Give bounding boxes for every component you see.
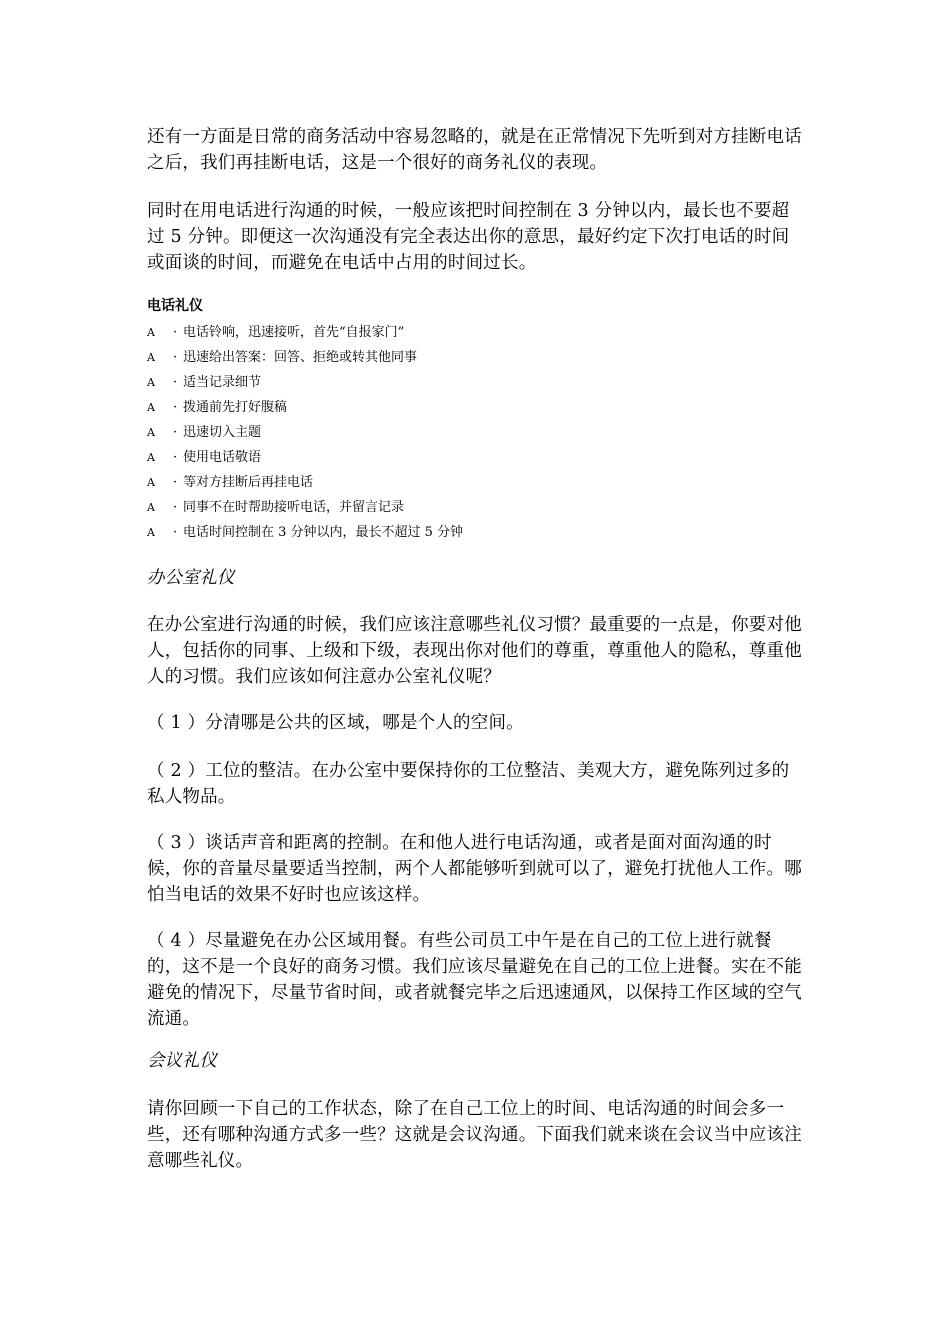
bullet-marker: A — [147, 351, 155, 364]
bullet-dot: · — [173, 425, 178, 440]
list-item-text: 适当记录细节 — [183, 375, 262, 390]
office-point-1: （ 1 ）分清哪是公共的区域，哪是个人的空间。 — [147, 713, 524, 733]
office-intro-paragraph: 在办公室进行沟通的时候，我们应该注意哪些礼仪习惯？最重要的一点是，你要对他人，包括你的同事、上级和下级，表现出你对他们的尊重，尊重他人的隐私，尊重他人的习惯。我们应该如何注意办公室礼仪呢？ — [147, 615, 802, 687]
list-item — [147, 345, 463, 370]
list-item-text: 同事不在时帮助接听电话，并留言记录 — [183, 500, 405, 515]
list-item-text: 迅速给出答案：回答、拒绝或转其他同事 — [183, 350, 418, 365]
bullet-marker: A — [147, 501, 155, 514]
list-item-text: 电话铃响，迅速接听，首先“自报家门” — [183, 325, 405, 340]
list-item — [147, 395, 463, 420]
bullet-dot: · — [173, 325, 178, 340]
list-item — [147, 420, 463, 445]
bullet-dot: · — [173, 475, 178, 490]
list-item — [147, 470, 463, 495]
list-item-text: 电话时间控制在 3 分钟以内，最长不超过 5 分钟 — [183, 525, 464, 540]
bullet-dot: · — [173, 525, 178, 540]
list-item — [147, 520, 463, 545]
meeting-intro-paragraph: 请你回顾一下自己的工作状态，除了在自己工位上的时间、电话沟通的时间会多一些，还有哪种沟通方式多一些？这就是会议沟通。下面我们就来谈在会议当中应该注意哪些礼仪。 — [147, 1099, 802, 1171]
phone-etiquette-list — [147, 320, 463, 545]
list-item-text: 迅速切入主题 — [183, 425, 262, 440]
bullet-dot: · — [173, 350, 178, 365]
bullet-marker: A — [147, 326, 155, 339]
bullet-dot: · — [173, 375, 178, 390]
office-etiquette-heading: 办公室礼仪 — [147, 568, 235, 588]
list-item — [147, 495, 463, 520]
bullet-marker: A — [147, 401, 155, 414]
office-point-4: （ 4 ）尽量避免在办公区域用餐。有些公司员工中午是在自己的工位上进行就餐的，这不是一个良好的商务习惯。我们应该尽量避免在自己的工位上进餐。实在不能避免的情况下，尽量节省时间，或者就餐完毕之后迅速通风，以保持工作区域的空气流通。 — [147, 931, 802, 1029]
bullet-marker: A — [147, 426, 155, 439]
bullet-marker: A — [147, 526, 155, 539]
meeting-etiquette-heading: 会议礼仪 — [147, 1051, 217, 1071]
list-item-text: 使用电话敬语 — [183, 450, 262, 465]
bullet-marker: A — [147, 476, 155, 489]
office-point-2: （ 2 ）工位的整洁。在办公室中要保持你的工位整洁、美观大方，避免陈列过多的私人物品。 — [147, 761, 790, 807]
office-point-3: （ 3 ）谈话声音和距离的控制。在和他人进行电话沟通，或者是面对面沟通的时候，你的音量尽量要适当控制，两个人都能够听到就可以了，避免打扰他人工作。哪怕当电话的效果不好时也应该这样。 — [147, 833, 802, 905]
phone-etiquette-title: 电话礼仪 — [147, 298, 203, 314]
list-item-text: 等对方挂断后再挂电话 — [183, 475, 314, 490]
bullet-dot: · — [173, 500, 178, 515]
list-item — [147, 370, 463, 395]
list-item-text: 拨通前先打好腹稿 — [183, 400, 288, 415]
bullet-dot: · — [173, 450, 178, 465]
paragraph-hangup: 还有一方面是日常的商务活动中容易忽略的，就是在正常情况下先听到对方挂断电话之后，我们再挂断电话，这是一个很好的商务礼仪的表现。 — [147, 127, 802, 173]
bullet-marker: A — [147, 451, 155, 464]
list-item — [147, 445, 463, 470]
list-item — [147, 320, 463, 345]
bullet-dot: · — [173, 400, 178, 415]
bullet-marker: A — [147, 376, 155, 389]
paragraph-time-limit: 同时在用电话进行沟通的时候，一般应该把时间控制在 3 分钟以内，最长也不要超过 5 分钟。即便这一次沟通没有完全表达出你的意思，最好约定下次打电话的时间或面谈的时间，而避免在电话中占用的时间过长。 — [147, 201, 790, 273]
